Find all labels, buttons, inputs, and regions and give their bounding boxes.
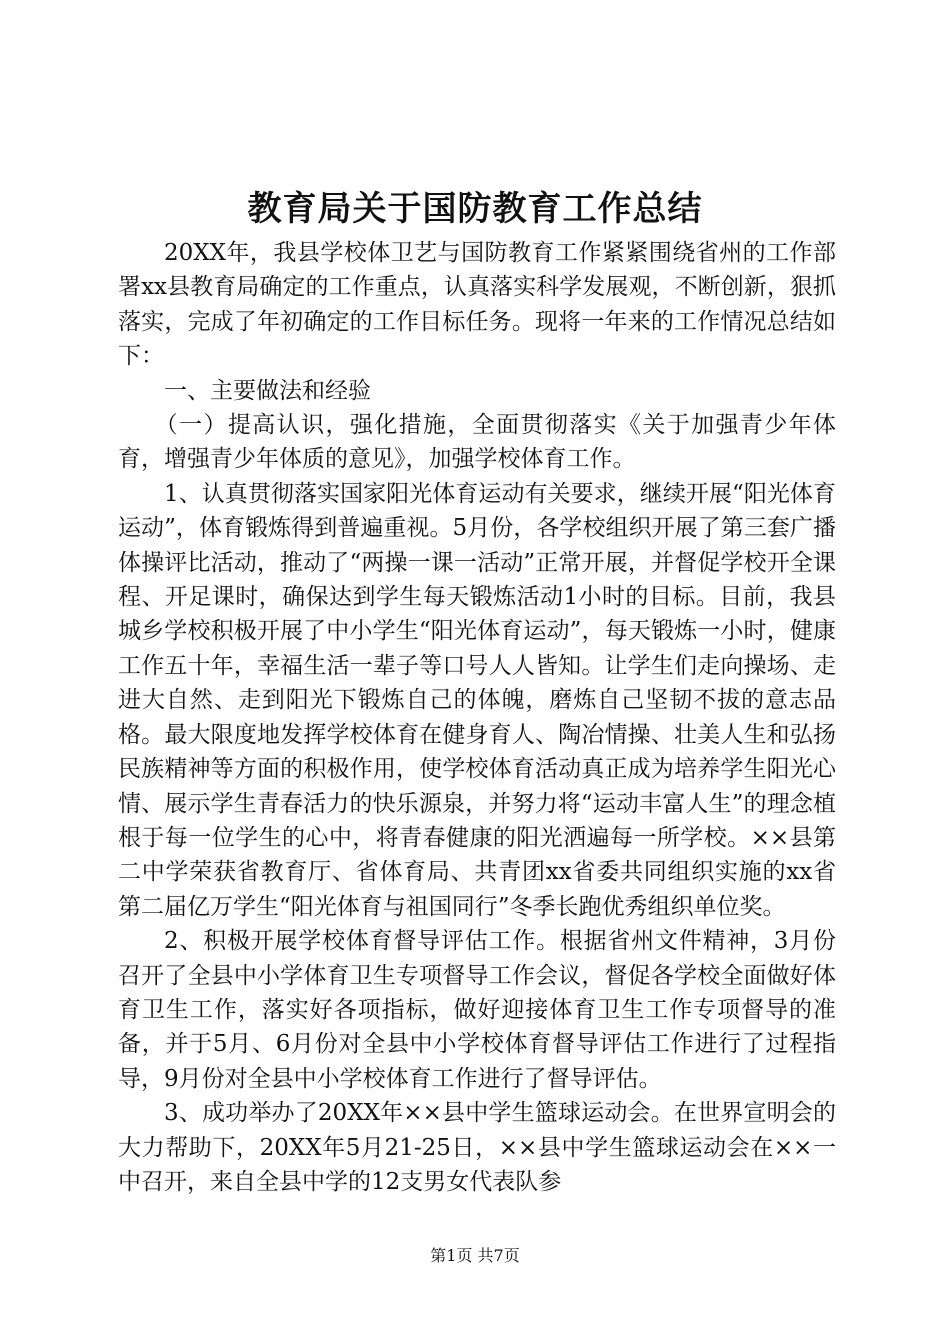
document-title: 教育局关于国防教育工作总结: [247, 189, 703, 229]
intro-paragraph: 20XX年，我县学校体卫艺与国防教育工作紧紧围绕省州的工作部署xx县教育局确定的工作重点，认真落实科学发展观，不断创新，狠抓落实，完成了年初确定的工作目标任务。现将一年来的工作情况总结如下：: [118, 240, 836, 370]
subsection-heading: （一）提高认识，强化措施，全面贯彻落实《关于加强青少年体育，增强青少年体质的意见》，加强学校体育工作。: [118, 412, 836, 473]
section-heading: 一、主要做法和经验: [164, 377, 371, 404]
body-paragraph: 2、积极开展学校体育督导评估工作。根据省州文件精神，3月份召开了全县中小学体育卫生专项督导工作会议，督促各学校全面做好体育卫生工作，落实好各项指标，做好迎接体育卫生工作专项督导的准备，并于5月、6月份对全县中小学校体育督导评估工作进行了过程指导，9月份对全县中小学校体育工作进行了督导评估。: [118, 928, 836, 1092]
body-paragraph: 1、认真贯彻落实国家阳光体育运动有关要求，继续开展“阳光体育运动”，体育锻炼得到普遍重视。5月份，各学校组织开展了第三套广播体操评比活动，推动了“两操一课一活动”正常开展，并督促学校开全课程、开足课时，确保达到学生每天锻炼活动1小时的目标。目前，我县城乡学校积极开展了中小学生“阳光体育运动”，每天锻炼一小时，健康工作五十年，幸福生活一辈子等口号人人皆知。让学生们走向操场、走进大自然、走到阳光下锻炼自己的体魄，磨炼自己坚韧不拔的意志品格。最大限度地发挥学校体育在健身育人、陶冶情操、壮美人生和弘扬民族精神等方面的积极作用，使学校体育活动真正成为培养学生阳光心情、展示学生青春活力的快乐源泉，并努力将“运动丰富人生”的理念植根于每一位学生的心中，将青春健康的阳光洒遍每一所学校。××县第二中学荣获省教育厅、省体育局、共青团xx省委共同组织实施的xx省第二届亿万学生“阳光体育与祖国同行”冬季长跑优秀组织单位奖。: [118, 480, 836, 920]
body-paragraph: 3、成功举办了20XX年××县中学生篮球运动会。在世界宣明会的大力帮助下，20XX年5月21-25日，××县中学生篮球运动会在××一中召开，来自全县中学的12支男女代表队参: [118, 1100, 836, 1195]
page-number-footer: 第1页 共7页: [430, 1246, 520, 1265]
document-body: [118, 236, 836, 1199]
